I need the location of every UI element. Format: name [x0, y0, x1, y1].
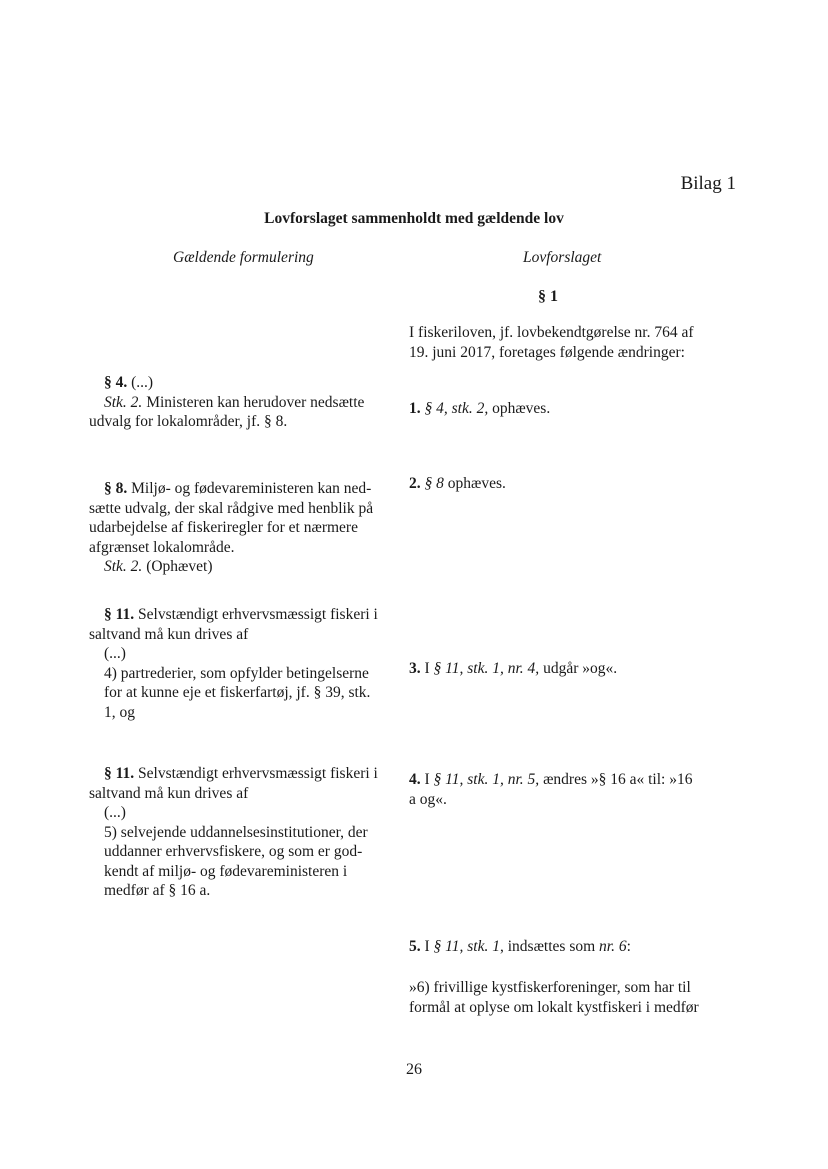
inserted-text	[409, 978, 729, 1017]
text: Ministeren kan herudover nedsætte	[142, 393, 365, 411]
text-line: (...)	[104, 645, 126, 662]
intro-line: I fiskeriloven, jf. lovbekendtgørelse nr. 764 af	[409, 324, 694, 341]
text: Selvstændigt erhvervsmæssigt fiskeri i	[134, 765, 378, 782]
text: I	[420, 660, 434, 677]
text-line: medfør af § 16 a.	[104, 882, 211, 899]
para-number: § 8.	[104, 480, 128, 497]
law-reference: § 11, stk. 1, nr. 5,	[433, 771, 540, 788]
law-reference: § 4, stk. 2,	[424, 400, 489, 417]
para-number: § 11.	[104, 765, 135, 782]
amendment-2	[409, 474, 729, 494]
bilag-label: Bilag 1	[680, 173, 736, 194]
amendment-3	[409, 659, 729, 679]
text: I	[420, 771, 434, 788]
text: Miljø- og fødevareministeren kan ned-	[127, 480, 372, 497]
current-text-para-11-nr-4	[89, 605, 399, 722]
text-line: »6) frivillige kystfiskerforeninger, som har til	[409, 979, 691, 996]
text: (Ophævet)	[142, 558, 213, 575]
amendment-number: 2.	[409, 475, 421, 492]
text-line: 4) partrederier, som opfylder betingelserne	[104, 664, 369, 682]
para-number: § 11.	[104, 606, 135, 623]
text-line: sætte udvalg, der skal rådgive med henblik på	[89, 499, 374, 517]
text: , indsættes som	[500, 938, 600, 955]
amendment-number: 5.	[409, 938, 421, 955]
page-number: 26	[406, 1061, 422, 1078]
text-line: saltvand må kun drives af	[89, 784, 249, 802]
text-line: kendt af miljø- og fødevareministeren i	[104, 862, 348, 880]
text-line: for at kunne eje et fiskerfartøj, jf. § 39, stk.	[104, 684, 371, 701]
text-line: (...)	[104, 804, 126, 821]
law-reference: § 11, stk. 1, nr. 4,	[433, 660, 540, 677]
text-line: 1, og	[104, 703, 135, 721]
text-line: afgrænset lokalområde.	[89, 538, 235, 556]
amendment-5	[409, 937, 729, 957]
text-line: 5) selvejende uddannelsesinstitutioner, der	[104, 823, 368, 841]
text-line: a og«.	[409, 790, 447, 808]
current-text-para-4	[89, 373, 399, 432]
page-title: Lovforslaget sammenholdt med gældende lov	[264, 210, 564, 227]
amendment-number: 1.	[409, 400, 421, 417]
text: :	[626, 938, 631, 955]
text-line: uddanner erhvervsfiskere, og som er god-	[104, 843, 363, 860]
text: ophæves.	[488, 400, 551, 417]
para-number: § 4.	[104, 374, 128, 391]
text: Selvstændigt erhvervsmæssigt fiskeri i	[134, 606, 378, 623]
intro-text	[409, 323, 729, 362]
section-heading: § 1	[538, 288, 558, 305]
column-heading-current: Gældende formulering	[173, 249, 314, 266]
text-line: udarbejdelse af fiskeriregler for et nærmere	[89, 519, 358, 536]
text-line: formål at oplyse om lokalt kystfiskeri i medfør	[409, 998, 699, 1016]
intro-line: 19. juni 2017, foretages følgende ændringer:	[409, 343, 685, 361]
column-heading-proposal: Lovforslaget	[523, 249, 602, 266]
law-reference: nr. 6	[599, 938, 627, 955]
text-line: saltvand må kun drives af	[89, 625, 249, 643]
current-text-para-8	[89, 479, 399, 577]
text: udgår »og«.	[539, 660, 618, 677]
law-reference: § 11, stk. 1	[433, 938, 500, 955]
text: I	[420, 938, 434, 955]
text-line: udvalg for lokalområder, jf. § 8.	[89, 413, 288, 430]
amendment-4	[409, 770, 729, 809]
law-reference: § 8	[424, 475, 444, 492]
current-text-para-11-nr-5	[89, 764, 399, 901]
amendment-number: 3.	[409, 660, 421, 677]
stk-label: Stk. 2.	[104, 558, 143, 575]
text: (...)	[127, 374, 154, 391]
text: ophæves.	[443, 475, 506, 492]
text: ændres »§ 16 a« til: »16	[539, 771, 693, 788]
amendment-number: 4.	[409, 771, 421, 788]
stk-label: Stk. 2.	[104, 393, 143, 411]
amendment-1	[409, 399, 729, 419]
